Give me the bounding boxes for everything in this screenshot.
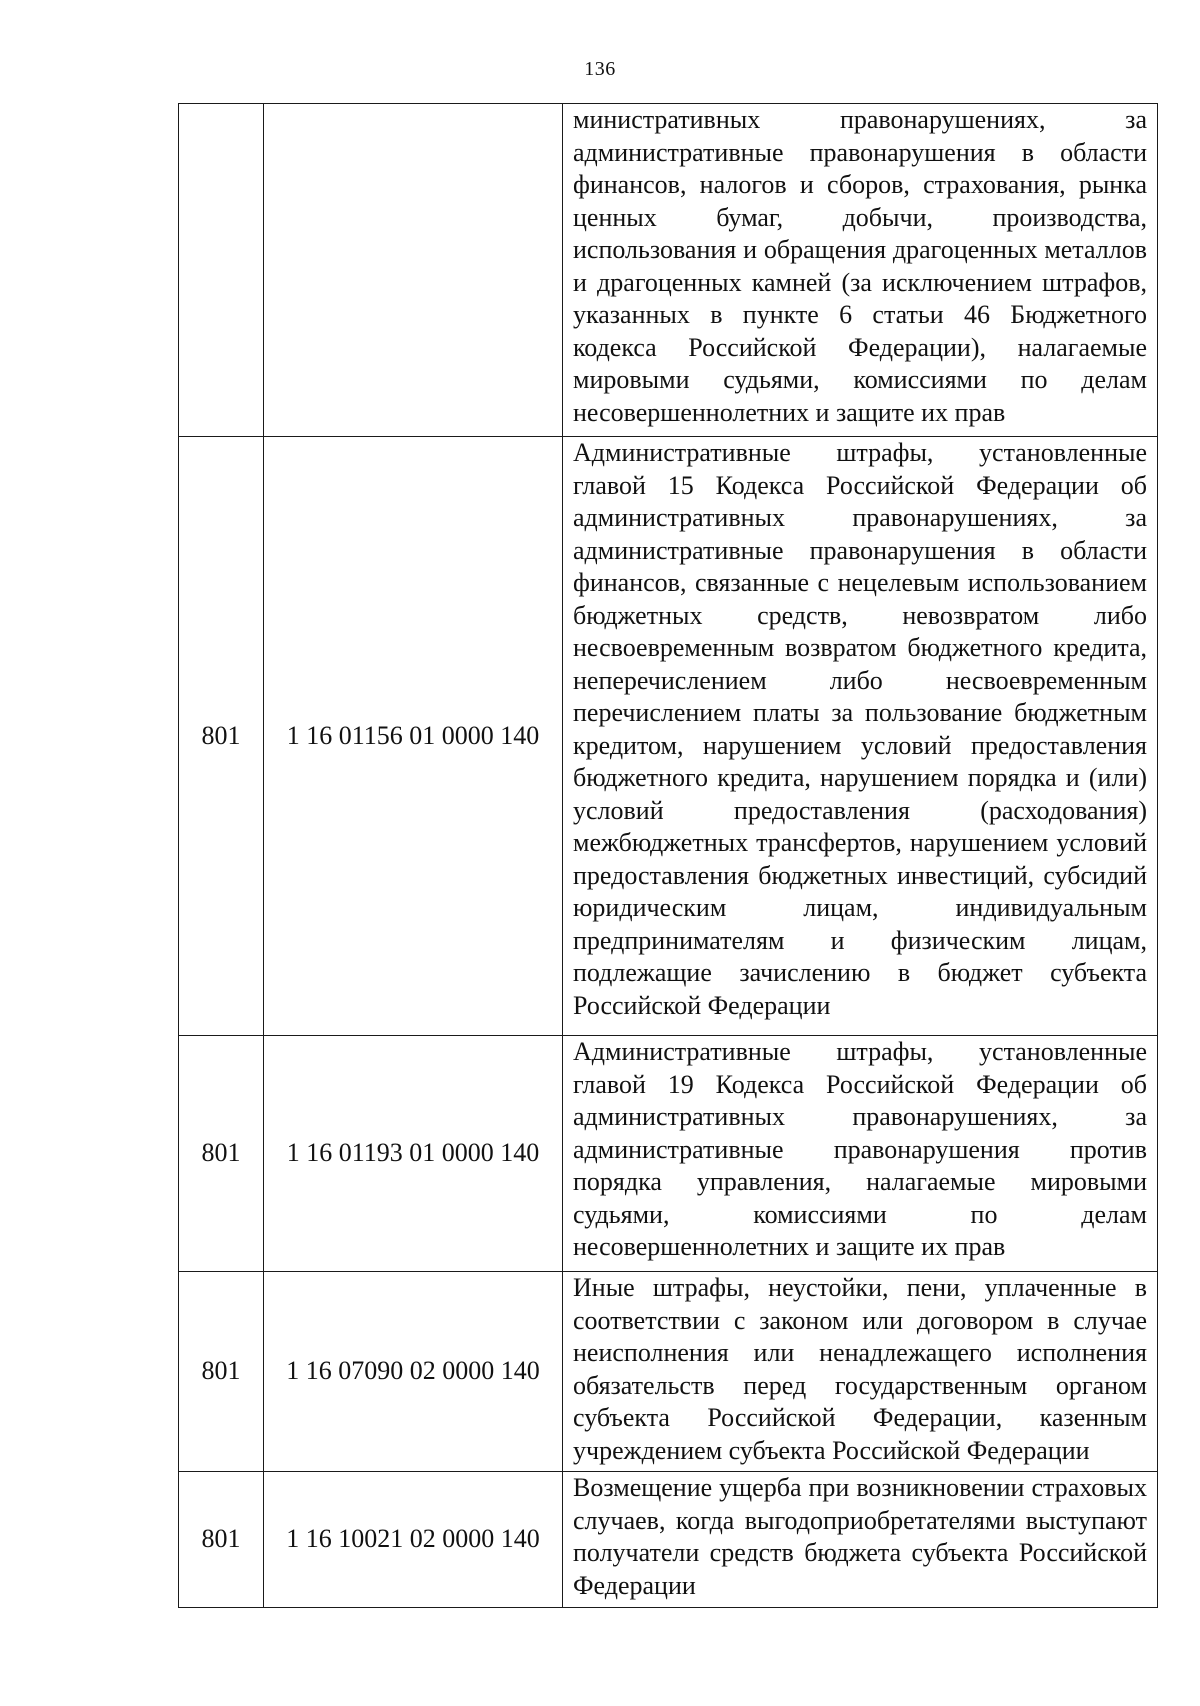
revenue-code-cell: 1 16 07090 02 0000 140: [264, 1272, 563, 1472]
admin-code-cell: 801: [179, 1272, 264, 1472]
revenue-code-cell: 1 16 01156 01 0000 140: [264, 437, 563, 1036]
revenue-code-cell: 1 16 01193 01 0000 140: [264, 1036, 563, 1272]
description-cell: министративных правонарушениях, за административные правонарушения в области финансов, налогов и сборов, страхования, рынка ценных бумаг, добычи, производства, использования и обращения драгоценных металлов и драгоценных камней (за исключением штрафов, указанных в пункте 6 статьи 46 Бюджетного кодекса Российской Федерации), налагаемые мировыми судьями, комиссиями по делам несовершеннолетних и защите их прав: [563, 104, 1158, 437]
budget-revenue-table: [178, 103, 1158, 1608]
table-row: [179, 1472, 1158, 1608]
description-cell: Иные штрафы, неустойки, пени, уплаченные в соответствии с законом или договором в случае неисполнения или ненадлежащего исполнения обязательств перед государственным органом субъекта Российской Федерации, казенным учреждением субъекта Российской Федерации: [563, 1272, 1158, 1472]
table-row: [179, 437, 1158, 1036]
table-row: [179, 104, 1158, 437]
table-row: [179, 1036, 1158, 1272]
table-row: [179, 1272, 1158, 1472]
admin-code-cell: 801: [179, 1036, 264, 1272]
admin-code-cell: 801: [179, 437, 264, 1036]
revenue-code-cell: [264, 104, 563, 437]
description-cell: Административные штрафы, установленные главой 15 Кодекса Российской Федерации об административных правонарушениях, за административные правонарушения в области финансов, связанные с нецелевым использованием бюджетных средств, невозвратом либо несвоевременным возвратом бюджетного кредита, неперечислением либо несвоевременным перечислением платы за пользование бюджетным кредитом, нарушением условий предоставления бюджетного кредита, нарушением порядка и (или) условий предоставления (расходования) межбюджетных трансфертов, нарушением условий предоставления бюджетных инвестиций, субсидий юридическим лицам, индивидуальным предпринимателям и физическим лицам, подлежащие зачислению в бюджет субъекта Российской Федерации: [563, 437, 1158, 1036]
revenue-code-cell: 1 16 10021 02 0000 140: [264, 1472, 563, 1608]
description-cell: Административные штрафы, установленные главой 19 Кодекса Российской Федерации об административных правонарушениях, за административные правонарушения против порядка управления, налагаемые мировыми судьями, комиссиями по делам несовершеннолетних и защите их прав: [563, 1036, 1158, 1272]
admin-code-cell: [179, 104, 264, 437]
admin-code-cell: 801: [179, 1472, 264, 1608]
page-number: 136: [584, 58, 616, 80]
description-cell: Возмещение ущерба при возникновении страховых случаев, когда выгодоприобретателями выступают получатели средств бюджета субъекта Российской Федерации: [563, 1472, 1158, 1608]
